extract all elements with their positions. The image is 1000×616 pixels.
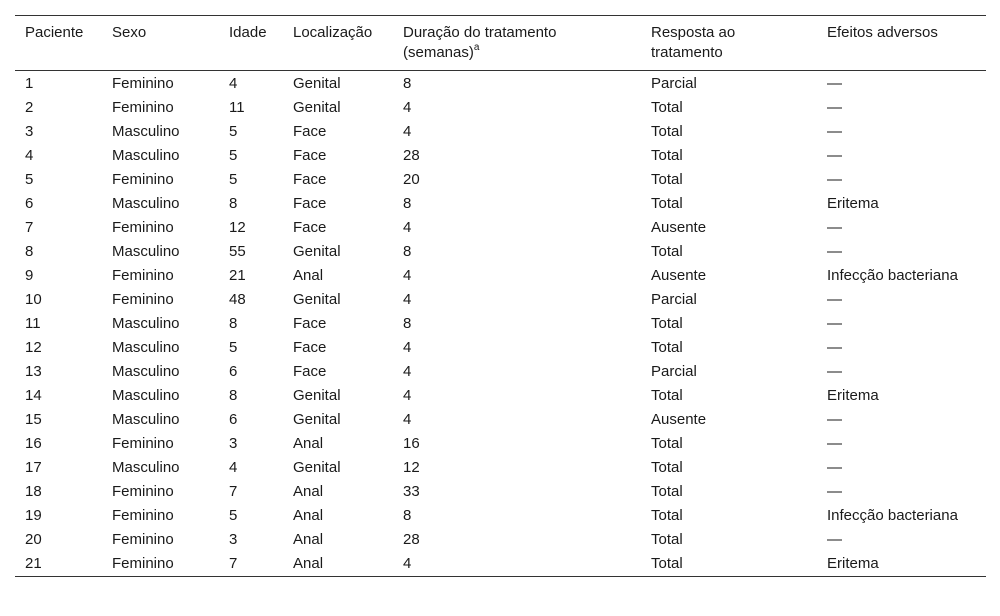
header-response: Resposta ao tratamento [651,24,736,61]
cell-patient: 13 [25,363,42,380]
header-row [15,16,986,71]
table-row [15,168,986,192]
cell-sex: Masculino [112,459,180,476]
cell-sex: Feminino [112,75,174,92]
cell-patient: 17 [25,459,42,476]
cell-location: Face [293,171,327,188]
cell-location: Anal [293,483,324,500]
table-row [15,288,986,312]
cell-duration: 4 [403,99,412,116]
cell-age: 5 [229,507,238,524]
cell-adverse-effects: — [827,75,842,92]
cell-adverse-effects: Eritema [827,195,879,212]
cell-duration: 28 [403,531,420,548]
cell-location: Genital [293,459,341,476]
cell-response: Total [651,459,683,476]
table-row [15,312,986,336]
cell-location: Genital [293,291,341,308]
table-row [15,336,986,360]
cell-adverse-effects: — [827,315,842,332]
table-row [15,216,986,240]
cell-location: Anal [293,267,324,284]
cell-sex: Masculino [112,243,180,260]
cell-patient: 16 [25,435,42,452]
cell-age: 11 [229,99,245,116]
cell-adverse-effects: — [827,243,842,260]
cell-patient: 5 [25,171,34,188]
cell-sex: Feminino [112,531,174,548]
cell-location: Face [293,195,327,212]
cell-location: Anal [293,435,324,452]
cell-patient: 2 [25,99,34,116]
cell-age: 4 [229,459,238,476]
cell-response: Total [651,507,683,524]
cell-age: 5 [229,147,238,164]
cell-age: 55 [229,243,246,260]
cell-duration: 4 [403,555,412,572]
cell-duration: 4 [403,291,412,308]
table-row [15,480,986,504]
header-duration [393,16,641,71]
cell-patient: 12 [25,339,42,356]
table-row [15,96,986,120]
cell-response: Ausente [651,267,707,284]
cell-patient: 11 [25,315,41,332]
cell-response: Total [651,147,683,164]
cell-sex: Masculino [112,411,180,428]
footnote-marker: a [473,42,480,53]
cell-patient: 19 [25,507,42,524]
cell-age: 3 [229,531,238,548]
cell-duration: 28 [403,147,420,164]
table-row [15,528,986,552]
cell-patient: 20 [25,531,42,548]
cell-duration: 8 [403,243,412,260]
cell-sex: Masculino [112,123,180,140]
cell-patient: 14 [25,387,42,404]
cell-location: Face [293,219,327,236]
cell-adverse-effects: — [827,459,842,476]
cell-age: 6 [229,363,238,380]
cell-age: 7 [229,483,238,500]
patient-table-container [15,15,986,577]
cell-response: Parcial [651,291,697,308]
cell-duration: 4 [403,123,412,140]
cell-location: Genital [293,387,341,404]
cell-sex: Feminino [112,291,174,308]
cell-adverse-effects: — [827,171,842,188]
cell-duration: 33 [403,483,420,500]
header-age: Idade [229,24,267,41]
cell-location: Genital [293,243,341,260]
header-adverse-effects: Efeitos adversos [827,24,938,41]
cell-age: 7 [229,555,238,572]
table-row [15,240,986,264]
cell-adverse-effects: — [827,435,842,452]
table-row [15,192,986,216]
cell-patient: 15 [25,411,42,428]
cell-adverse-effects: — [827,147,842,164]
cell-duration: 8 [403,195,412,212]
cell-duration: 20 [403,171,420,188]
cell-location: Face [293,147,327,164]
cell-patient: 7 [25,219,34,236]
cell-response: Total [651,315,683,332]
table-row [15,144,986,168]
cell-age: 5 [229,123,238,140]
cell-adverse-effects: Infecção bacteriana [827,507,958,524]
table-header [15,16,986,71]
cell-location: Face [293,315,327,332]
cell-location: Anal [293,507,324,524]
cell-patient: 9 [25,267,34,284]
cell-adverse-effects: — [827,339,842,356]
cell-response: Total [651,339,683,356]
table-row [15,264,986,288]
cell-response: Parcial [651,75,697,92]
table-row [15,384,986,408]
table-row [15,120,986,144]
cell-age: 21 [229,267,246,284]
cell-patient: 1 [25,75,34,92]
cell-sex: Feminino [112,99,174,116]
cell-location: Genital [293,75,341,92]
cell-duration: 8 [403,507,412,524]
cell-patient: 6 [25,195,34,212]
cell-duration: 4 [403,363,412,380]
header-sex: Sexo [112,24,147,41]
cell-sex: Masculino [112,387,180,404]
cell-age: 5 [229,339,238,356]
cell-adverse-effects: — [827,291,842,308]
cell-sex: Feminino [112,507,174,524]
patient-table [15,15,986,577]
header-patient: Paciente [25,24,84,41]
cell-response: Total [651,195,683,212]
cell-sex: Masculino [112,147,180,164]
cell-sex: Masculino [112,339,180,356]
cell-response: Total [651,531,683,548]
cell-duration: 4 [403,411,412,428]
cell-location: Anal [293,531,324,548]
cell-age: 8 [229,195,238,212]
cell-duration: 8 [403,75,412,92]
cell-response: Total [651,555,683,572]
cell-age: 3 [229,435,238,452]
cell-age: 12 [229,219,246,236]
cell-adverse-effects: — [827,219,842,236]
cell-age: 8 [229,315,238,332]
cell-location: Genital [293,411,341,428]
cell-adverse-effects: — [827,411,842,428]
cell-location: Face [293,363,327,380]
cell-sex: Feminino [112,171,174,188]
cell-sex: Feminino [112,435,174,452]
cell-response: Parcial [651,363,697,380]
cell-response: Total [651,123,683,140]
cell-location: Anal [293,555,324,572]
cell-age: 5 [229,171,238,188]
cell-age: 48 [229,291,246,308]
cell-response: Ausente [651,411,707,428]
cell-response: Total [651,435,683,452]
cell-location: Face [293,339,327,356]
cell-duration: 4 [403,219,412,236]
cell-sex: Feminino [112,483,174,500]
cell-adverse-effects: Eritema [827,555,879,572]
cell-response: Total [651,99,683,116]
cell-adverse-effects: — [827,531,842,548]
cell-duration: 4 [403,339,412,356]
cell-response: Total [651,387,683,404]
cell-response: Total [651,171,683,188]
cell-adverse-effects: Infecção bacteriana [827,267,958,284]
header-duration-label: Duração do tratamento (semanas) [403,24,557,61]
cell-patient: 4 [25,147,34,164]
cell-duration: 12 [403,459,420,476]
cell-patient: 3 [25,123,34,140]
table-row [15,432,986,456]
table-row [15,456,986,480]
cell-response: Total [651,483,683,500]
cell-patient: 10 [25,291,42,308]
cell-age: 4 [229,75,238,92]
cell-adverse-effects: Eritema [827,387,879,404]
cell-patient: 18 [25,483,42,500]
cell-sex: Feminino [112,267,174,284]
cell-adverse-effects: — [827,123,842,140]
table-body [15,71,986,577]
cell-response: Total [651,243,683,260]
cell-location: Face [293,123,327,140]
cell-adverse-effects: — [827,483,842,500]
header-location: Localização [293,24,373,41]
table-row [15,504,986,528]
cell-age: 8 [229,387,238,404]
cell-duration: 8 [403,315,412,332]
table-row [15,408,986,432]
cell-sex: Feminino [112,555,174,572]
cell-response: Ausente [651,219,707,236]
cell-adverse-effects: — [827,99,842,116]
cell-duration: 4 [403,387,412,404]
cell-patient: 21 [25,555,42,572]
cell-age: 6 [229,411,238,428]
cell-duration: 4 [403,267,412,284]
cell-adverse-effects: — [827,363,842,380]
table-row [15,360,986,384]
cell-patient: 8 [25,243,34,260]
cell-sex: Masculino [112,363,180,380]
cell-sex: Masculino [112,195,180,212]
cell-sex: Feminino [112,219,174,236]
cell-sex: Masculino [112,315,180,332]
cell-duration: 16 [403,435,420,452]
table-row [15,71,986,96]
cell-location: Genital [293,99,341,116]
table-row [15,552,986,577]
